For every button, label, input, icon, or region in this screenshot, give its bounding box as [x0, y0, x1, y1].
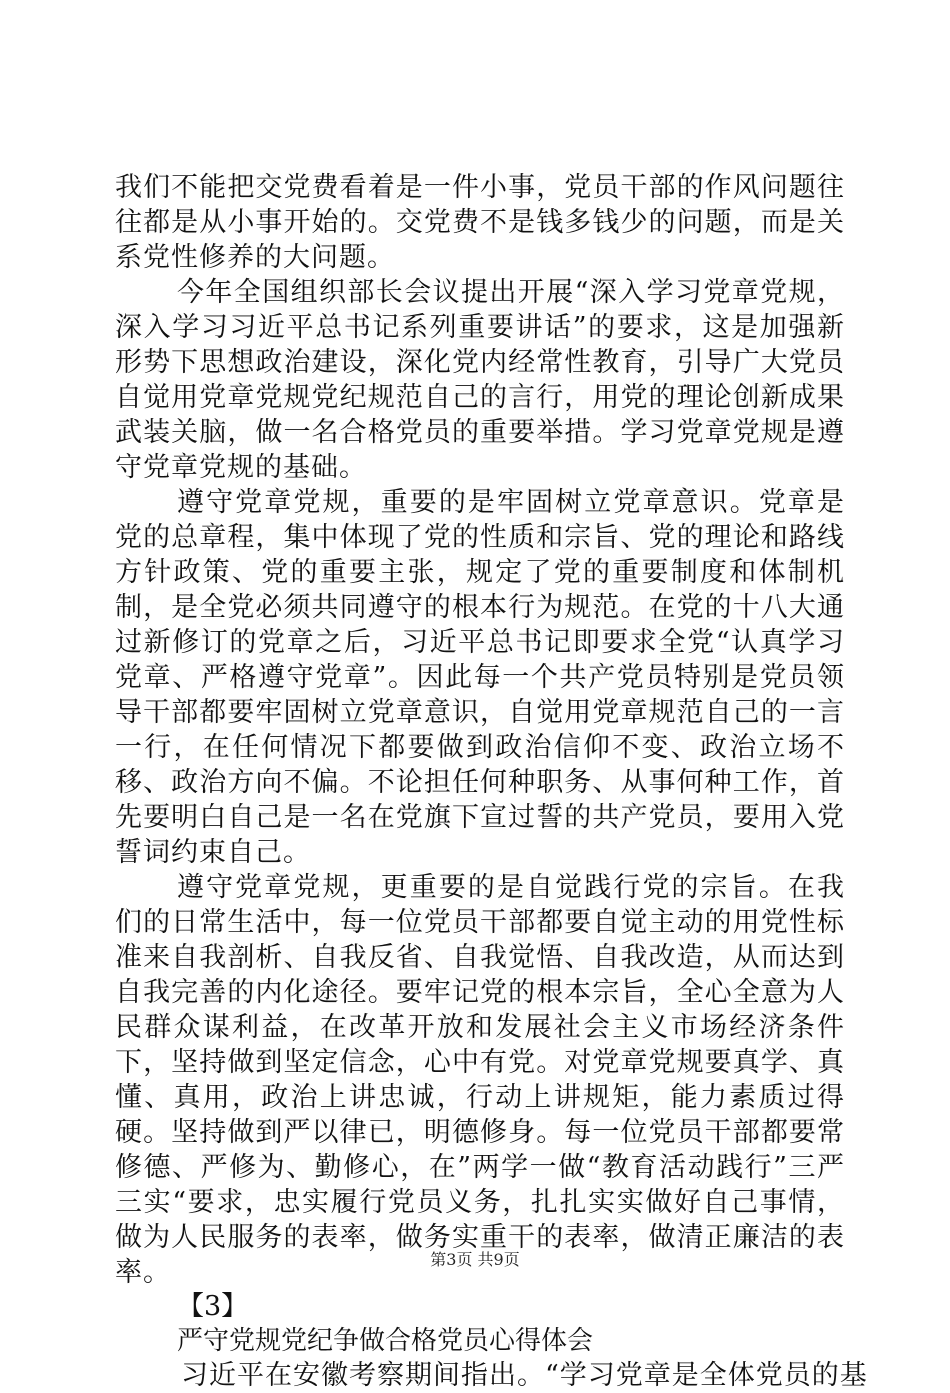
section-tag: 【3】: [177, 1291, 249, 1322]
document-body: [115, 170, 868, 1393]
section-title: 严守党规党纪争做合格党员心得体会: [177, 1326, 594, 1356]
paragraph-party-constitution-awareness: 遵守党章党规，重要的是牢固树立党章意识。党章是党的总章程，集中体现了党的性质和宗旨、党的理论和路线方针政策、党的重要主张，规定了党的重要制度和体制机制，是全党必须共同遵守的根本行为规范。在党的十八大通过新修订的党章之后，习近平总书记即要求全党“认真学习党章、严格遵守党章”。因此每一个共产党员特别是党员领导干部都要牢固树立党章意识，自觉用党章规范自己的一言一行，在任何情况下都要做到政治信仰不变、政治立场不移、政治方向不偏。不论担任何种职务、从事何种工作，首先要明白自己是一名在党旗下宣过誓的共产党员，要用入党誓词约束自己。: [115, 487, 845, 868]
paragraph-continued: 我们不能把交党费看着是一件小事，党员干部的作风问题往往都是从小事开始的。交党费不是钱多钱少的问题，而是关系党性修养的大问题。: [115, 172, 845, 273]
paragraph-truncated: 习近平在安徽考察期间指出。“学习党章是全体党员的基: [181, 1360, 868, 1391]
paragraph-practice-purpose: 遵守党章党规，更重要的是自觉践行党的宗旨。在我们的日常生活中，每一位党员干部都要自觉主动的用党性标准来自我剖析、自我反省、自我觉悟、自我改造，从而达到自我完善的内化途径。要牢记党的根本宗旨，全心全意为人民群众谋利益，在改革开放和发展社会主义市场经济条件下，坚持做到坚定信念，心中有党。对党章党规要真学、真懂、真用，政治上讲忠诚，行动上讲规矩，能力素质过得硬。坚持做到严以律已，明德修身。每一位党员干部都要常修德、严修为、勤修心，在”两学一做“教育活动践行”三严三实“要求，忠实履行党员义务，扎扎实实做好自己事情，做为人民服务的表率，做务实重干的表率，做清正廉洁的表率。: [115, 872, 845, 1288]
page-footer: 第3页 共9页: [430, 1250, 520, 1269]
paragraph-study-rules: 今年全国组织部长会议提出开展“深入学习党章党规，深入学习习近平总书记系列重要讲话”的要求，这是加强新形势下思想政治建设，深化党内经常性教育，引导广大党员自觉用党章党规党纪规范自己的言行，用党的理论创新成果武装关脑，做一名合格党员的重要举措。学习党章党规是遵守党章党规的基础。: [115, 277, 845, 483]
